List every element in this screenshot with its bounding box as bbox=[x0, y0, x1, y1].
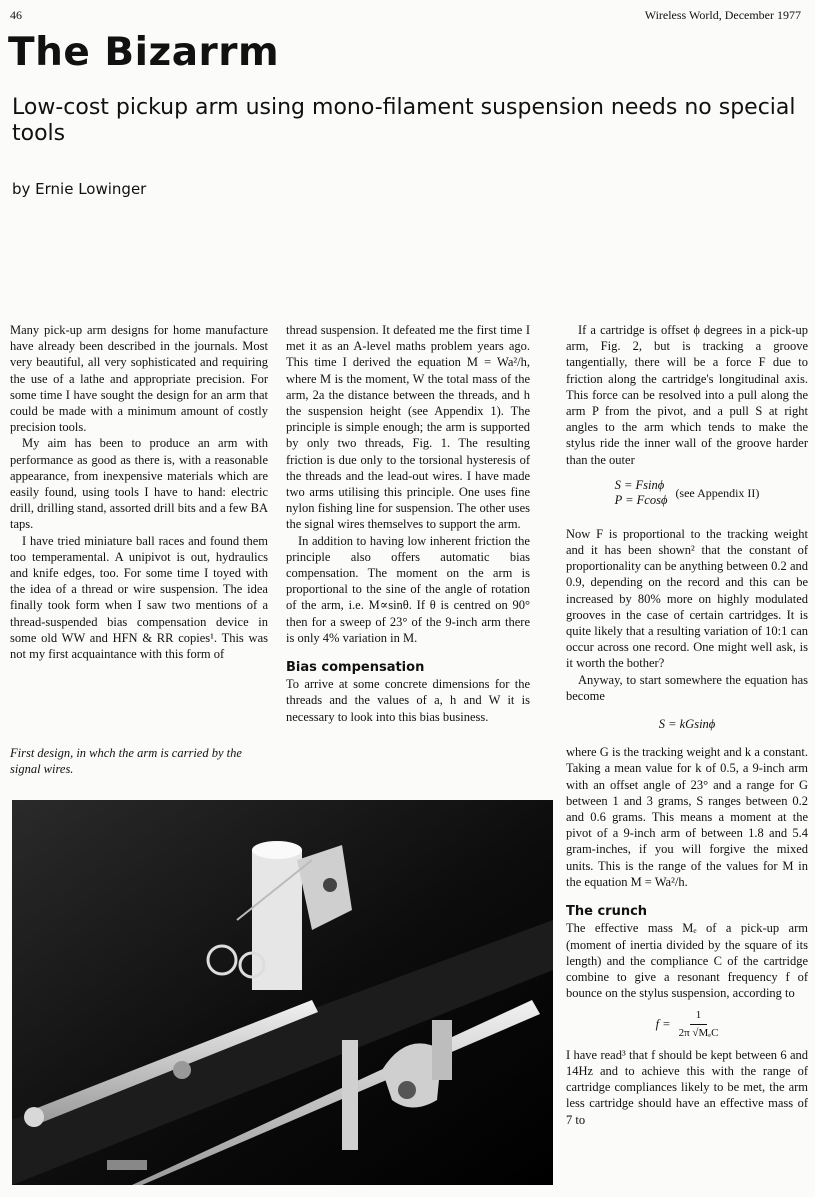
paragraph: If a cartridge is offset ϕ degrees in a pick-up arm, Fig. 2, but is tracking a groove tangentially, there will be a force F due to friction along the cartridge's longitudinal axis. This force can be resolved into a pull along the arm P from the pivot, and a pull S at right angles to the arm which tends to make the stylus ride the inner wall of the groove harder than the outer bbox=[566, 323, 808, 467]
paragraph: I have read³ that f should be kept between 6 and 14Hz and to achieve this with the range of cartridge compliances likely to be met, the arm less cartridge should have an effective mass of 7 to bbox=[566, 1047, 808, 1127]
paragraph: In addition to having low inherent friction the principle also offers automatic bias compensation. The moment on the arm is proportional to the sine of the angle of rotation of the arm, i.e. M∝sinθ. If θ is centred on 90° then for a sweep of 23° of the 9-inch arm there is only 4% variation in M. bbox=[286, 533, 530, 645]
equation-note: (see Appendix II) bbox=[675, 485, 760, 500]
byline: by Ernie Lowinger bbox=[12, 180, 147, 198]
section-heading-bias: Bias compensation bbox=[286, 660, 425, 676]
paragraph: The effective mass Mₑ of a pick-up arm (moment of inertia divided by the square of its length) and the compliance C of the cartridge combine to give a resonant frequency f of bounce on the stylus suspension, according to bbox=[566, 921, 808, 1001]
page-number: 46 bbox=[10, 8, 22, 22]
paragraph: thread suspension. It defeated me the first time I met it as an A-level maths problem years ago. This time I derived the equation M = Wa²/h, where M is the moment, W the total mass of the arm, 2a the distance between the threads, and h the suspension height (see Appendix 1). The principle is simple enough; the arm is supported by only two threads, Fig. 1. The resulting friction is due only to the torsional hysteresis of the threads and the lead-out wires. I have made two arms utilising this principle. One uses fine nylon fishing line for suspension. The other uses the signal wires themselves to support the arm. bbox=[286, 323, 530, 532]
fraction-numerator: 1 bbox=[690, 1007, 708, 1024]
journal-issue: Wireless World, December 1977 bbox=[644, 8, 801, 22]
paragraph: Now F is proportional to the tracking weight and it has been shown² that the constant of proportionality can be anything between 0.2 and 0.9, depending on the record and this can be increased by 80% more on highly modulated grooves in the case of certain cartridges. It is quite likely that a resulting variation of 10:1 can occur across one record. One might well ask, is it worth the bother? bbox=[566, 526, 808, 671]
section-heading-crunch: The crunch bbox=[566, 904, 648, 920]
column-3 bbox=[566, 322, 808, 1128]
equation-fraction bbox=[679, 1007, 719, 1040]
equation-resonance bbox=[566, 1007, 808, 1040]
paragraph: Anyway, to start somewhere the equation has become bbox=[566, 672, 808, 703]
equation-line: S = Fsinϕ bbox=[614, 477, 665, 492]
photo-caption: First design, in whch the arm is carried by the signal wires. bbox=[10, 746, 242, 776]
photo-illustration bbox=[12, 800, 553, 1185]
paragraph: My aim has been to produce an arm with performance as good as there is, with a reasonable appearance, from inexpensive materials which are easily found, using tools I have to hand: electric drill, drilling stand, assorted drill bits and a few BA taps. bbox=[10, 436, 268, 532]
equation-lhs: f = bbox=[655, 1016, 671, 1031]
column-2 bbox=[286, 322, 530, 725]
paragraph: where G is the tracking weight and k a constant. Taking a mean value for k of 0.5, a 9-inch arm with an offset angle of 23° and a range for G between 1 and 3 grams, S ranges between 0.2 and 0.6 grams. This means a moment at the pivot of a 9-inch arm of between 1.8 and 5.4 gram-inches, if you will forgive the mixed units. This is the range of the values for M in the equation M = Wa²/h. bbox=[566, 745, 808, 889]
article-title: The Bizarrm bbox=[8, 30, 280, 75]
photo-pickup-arm bbox=[12, 800, 553, 1185]
paragraph: I have tried miniature ball races and found them too temperamental. A unipivot is out, hydraulics and knife edges, too. For some time I toyed with the idea of a thread or wire suspension. The idea finally took form when I saw two mentions of a thread-suspended bias compensation device in some old WW and HFN & RR copies¹. This was not my first acquaintance with this form of bbox=[10, 533, 268, 662]
article-subtitle: Low-cost pickup arm using mono-filament suspension needs no special tools bbox=[12, 95, 796, 146]
paragraph: Many pick-up arm designs for home manufacture have already been described in the journals. Most very beautiful, all very sophisticated and requiring the use of a lathe and appropriate precision. For some time I have sought the design for an arm that could be made with a minimum amount of costly precision tools. bbox=[10, 323, 268, 435]
paragraph: To arrive at some concrete dimensions for the threads and the values of a, h and W it is necessary to look into this bias business. bbox=[286, 677, 530, 724]
equation-force-resolution bbox=[566, 478, 808, 508]
equation-line: P = Fcosϕ bbox=[614, 492, 668, 507]
fraction-denominator: 2π √MₑC bbox=[678, 1026, 719, 1039]
equation-side-thrust: S = kGsinϕ bbox=[658, 717, 716, 732]
column-1 bbox=[10, 322, 268, 662]
